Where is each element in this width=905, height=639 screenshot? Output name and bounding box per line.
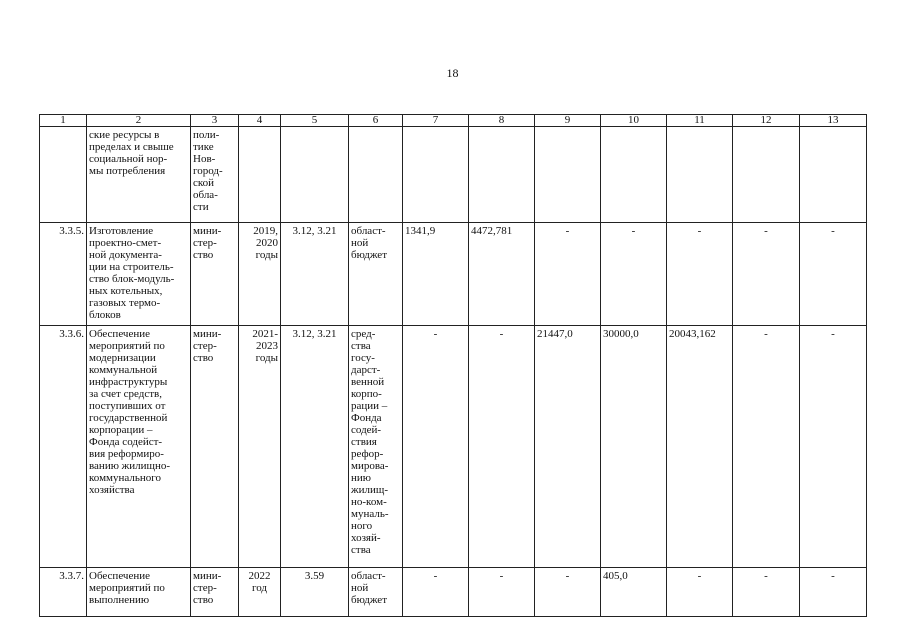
target-indicator-cell: 3.12, 3.21 [281, 326, 349, 568]
header-cell: 1 [40, 115, 87, 127]
header-cell: 8 [469, 115, 535, 127]
header-cell: 10 [601, 115, 667, 127]
measure-name-cell: ские ресурсы в пределах и свыше социальной нор- мы потребления [87, 127, 191, 223]
value-cell: - [800, 223, 867, 326]
header-cell: 6 [349, 115, 403, 127]
table-row [40, 127, 867, 223]
period-cell [239, 127, 281, 223]
header-cell: 12 [733, 115, 800, 127]
value-cell: - [800, 326, 867, 568]
target-indicator-cell [281, 127, 349, 223]
value-cell: - [800, 568, 867, 617]
measure-name-cell: Изготовление проектно-смет- ной документа- ции на строитель- ство блок-модуль- ных котельных, газовых термо- блоков [87, 223, 191, 326]
item-number-cell: 3.3.7. [40, 568, 87, 617]
page-number: 18 [446, 66, 459, 80]
executor-cell: поли- тике Нов- город- ской обла- сти [191, 127, 239, 223]
value-cell: - [535, 223, 601, 326]
funding-source-cell: сред- ства госу- дарст- венной корпо- рации – Фонда содей- ствия рефор- мирова- нию жилищ- но-ком- муналь- ного хозяй- ства [349, 326, 403, 568]
table-row [40, 223, 867, 326]
value-cell: - [667, 568, 733, 617]
value-cell: - [733, 326, 800, 568]
header-cell: 11 [667, 115, 733, 127]
item-number-cell [40, 127, 87, 223]
value-cell: 20043,162 [667, 326, 733, 568]
header-cell: 13 [800, 115, 867, 127]
value-cell: 21447,0 [535, 326, 601, 568]
period-cell: 2019, 2020 годы [239, 223, 281, 326]
value-cell: - [733, 568, 800, 617]
value-cell [403, 127, 469, 223]
header-cell: 2 [87, 115, 191, 127]
period-cell: 2022 год [239, 568, 281, 617]
table-row [40, 568, 867, 617]
value-cell [601, 127, 667, 223]
value-cell: - [469, 326, 535, 568]
value-cell: 30000,0 [601, 326, 667, 568]
funding-source-cell [349, 127, 403, 223]
item-number-cell: 3.3.5. [40, 223, 87, 326]
value-cell: - [403, 568, 469, 617]
program-table [39, 114, 867, 617]
value-cell: - [667, 223, 733, 326]
funding-source-cell: област- ной бюджет [349, 568, 403, 617]
value-cell: - [601, 223, 667, 326]
table-row [40, 326, 867, 568]
header-cell: 9 [535, 115, 601, 127]
header-cell: 7 [403, 115, 469, 127]
header-cell: 3 [191, 115, 239, 127]
funding-source-cell: област- ной бюджет [349, 223, 403, 326]
measure-name-cell: Обеспечение мероприятий по модернизации коммунальной инфраструктуры за счет средств, поступивших от государственной корпорации – Фонда содейст- вия реформиро- ванию жилищно- коммунального хозяйства [87, 326, 191, 568]
item-number-cell: 3.3.6. [40, 326, 87, 568]
value-cell [535, 127, 601, 223]
measure-name-cell: Обеспечение мероприятий по выполнению [87, 568, 191, 617]
header-cell: 4 [239, 115, 281, 127]
header-row [40, 115, 867, 127]
value-cell: - [469, 568, 535, 617]
value-cell: - [403, 326, 469, 568]
value-cell: - [535, 568, 601, 617]
executor-cell: мини- стер- ство [191, 568, 239, 617]
target-indicator-cell: 3.12, 3.21 [281, 223, 349, 326]
value-cell [469, 127, 535, 223]
target-indicator-cell: 3.59 [281, 568, 349, 617]
executor-cell: мини- стер- ство [191, 326, 239, 568]
period-cell: 2021- 2023 годы [239, 326, 281, 568]
header-cell: 5 [281, 115, 349, 127]
value-cell: 1341,9 [403, 223, 469, 326]
value-cell: 4472,781 [469, 223, 535, 326]
value-cell [800, 127, 867, 223]
value-cell [667, 127, 733, 223]
executor-cell: мини- стер- ство [191, 223, 239, 326]
value-cell: 405,0 [601, 568, 667, 617]
value-cell [733, 127, 800, 223]
value-cell: - [733, 223, 800, 326]
